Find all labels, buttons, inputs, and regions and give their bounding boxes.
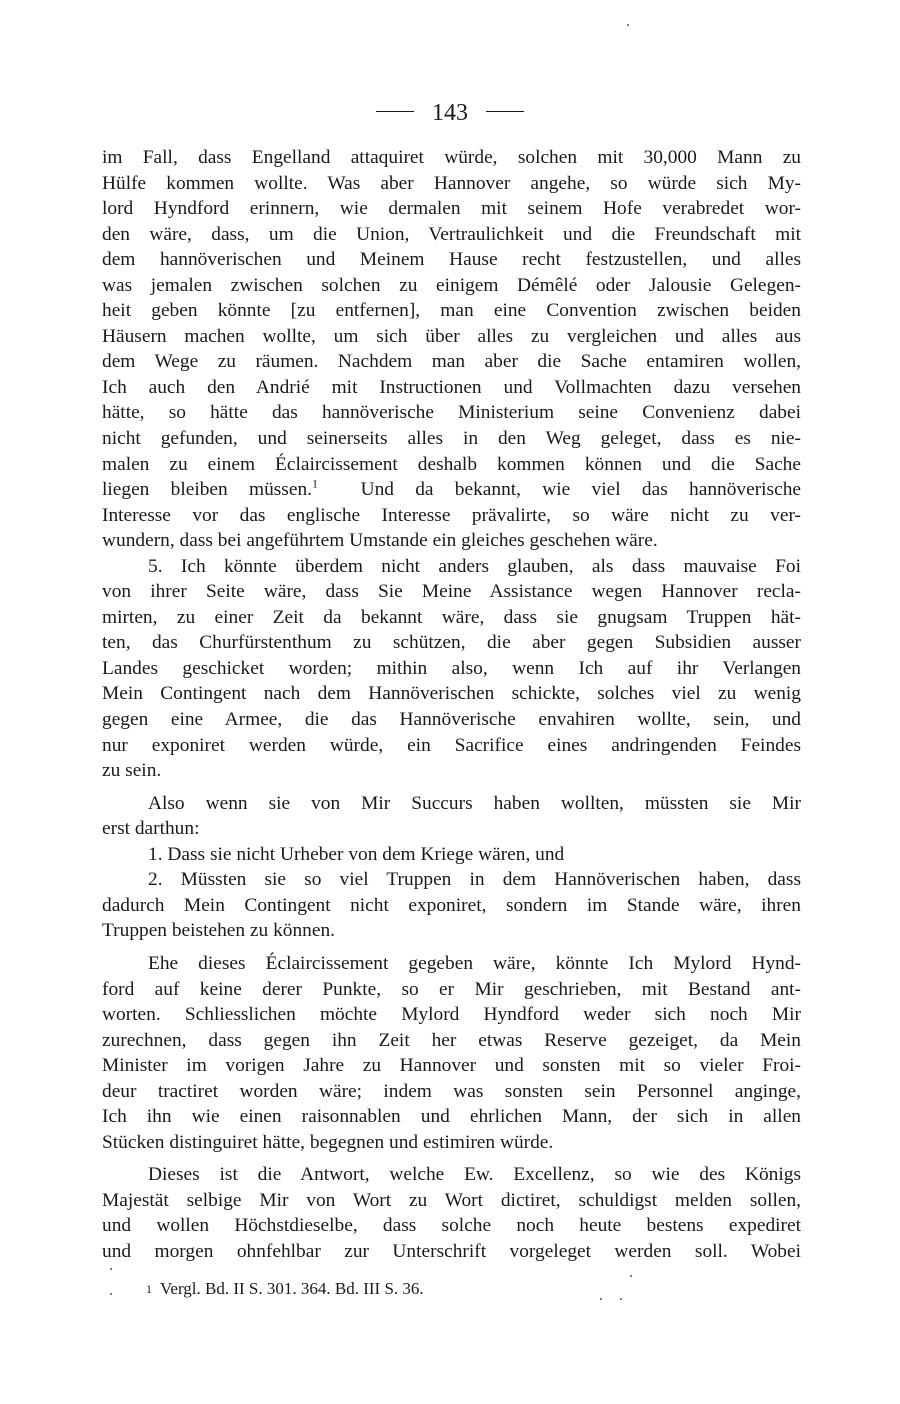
footnote bbox=[146, 1278, 424, 1301]
text-line: Ich auch den Andrié mit Instructionen und Vollmachten dazu versehen bbox=[102, 376, 801, 398]
scan-speck bbox=[630, 1275, 632, 1277]
text-line: Majestät selbige Mir von Wort zu Wort dictiret, schuldigst melden sollen, bbox=[102, 1189, 801, 1211]
page-header bbox=[0, 98, 900, 128]
text-line: nur exponiret werden würde, ein Sacrifice eines andringenden Feindes bbox=[102, 734, 801, 756]
text-line: mirten, zu einer Zeit da bekannt wäre, dass sie gnugsam Truppen hät- bbox=[102, 606, 801, 628]
text-line: Also wenn sie von Mir Succurs haben wollten, müssten sie Mir bbox=[148, 792, 801, 814]
text-line: dem Wege zu räumen. Nachdem man aber die Sache entamiren wollen, bbox=[102, 351, 801, 373]
text-segment: liegen bleiben müssen. bbox=[102, 479, 313, 501]
text-line: hätte, so hätte das hannöverische Ministerium seine Convenienz dabei bbox=[102, 402, 801, 424]
text-line: lord Hyndford erinnern, wie dermalen mit seinem Hofe verabredet wor- bbox=[102, 198, 801, 220]
text-line: nicht gefunden, und seinerseits alles in den Weg geleget, dass es nie- bbox=[102, 428, 801, 450]
text-line: Truppen beistehen zu können. bbox=[102, 920, 336, 942]
footnote-ref[interactable]: 1 bbox=[312, 476, 319, 491]
text-line: 1. Dass sie nicht Urheber von dem Kriege wären, und bbox=[148, 843, 565, 865]
footnote-mark: 1 bbox=[146, 1282, 152, 1296]
text-line: deur tractiret worden wäre; indem was sonsten sein Personnel anginge, bbox=[102, 1080, 801, 1102]
text-line: und wollen Höchstdieselbe, dass solche noch heute bestens expediret bbox=[102, 1215, 801, 1237]
text-line: ford auf keine derer Punkte, so er Mir geschrieben, mit Bestand ant- bbox=[102, 978, 801, 1000]
text-segment: Und da bekannt, wie viel das hannöverische bbox=[360, 479, 802, 501]
page-number: 143 bbox=[432, 100, 468, 126]
scan-speck bbox=[110, 1293, 112, 1295]
header-rule-right bbox=[486, 111, 524, 112]
text-line: Häusern machen wollte, um sich über alles zu vergleichen und alles aus bbox=[102, 325, 801, 347]
text-line: Landes geschicket worden; mithin also, wenn Ich auf ihr Verlangen bbox=[102, 657, 801, 679]
footnote-text: Vergl. Bd. II S. 301. 364. Bd. III S. 36. bbox=[160, 1279, 424, 1298]
text-line: Interesse vor das englische Interesse prävalirte, so wäre nicht zu ver- bbox=[102, 504, 801, 526]
scan-speck bbox=[110, 1268, 112, 1270]
scan-speck bbox=[627, 24, 629, 26]
text-line: Ehe dieses Éclaircissement gegeben wäre, könnte Ich Mylord Hynd- bbox=[148, 952, 801, 974]
text-line: malen zu einem Éclaircissement deshalb kommen können und die Sache bbox=[102, 453, 801, 475]
text-line: 5. Ich könnte überdem nicht anders glauben, als dass mauvaise Foi bbox=[148, 555, 801, 577]
text-line-with-footnote bbox=[102, 477, 801, 503]
text-line: Minister im vorigen Jahre zu Hannover und sonsten mit so vieler Froi- bbox=[102, 1055, 801, 1077]
text-line: was jemalen zwischen solchen zu einigem Démêlé oder Jalousie Gelegen- bbox=[102, 274, 801, 296]
text-line: im Fall, dass Engelland attaquiret würde, solchen mit 30,000 Mann zu bbox=[102, 147, 801, 168]
text-line: Dieses ist die Antwort, welche Ew. Excellenz, so wie des Königs bbox=[148, 1164, 801, 1186]
header-rule-left bbox=[376, 111, 414, 112]
text-line: und morgen ohnfehlbar zur Unterschrift vorgeleget werden soll. Wobei bbox=[102, 1240, 801, 1262]
text-line: Mein Contingent nach dem Hannöverischen schickte, solches viel zu wenig bbox=[102, 683, 801, 705]
text-line: zu sein. bbox=[102, 760, 162, 782]
text-line: Hülfe kommen wollte. Was aber Hannover angehe, so würde sich My- bbox=[102, 172, 801, 194]
text-line: worten. Schliesslichen möchte Mylord Hyndford weder sich noch Mir bbox=[102, 1004, 801, 1026]
text-line: dadurch Mein Contingent nicht exponiret, sondern im Stande wäre, ihren bbox=[102, 894, 801, 916]
text-line: erst darthun: bbox=[102, 818, 200, 840]
text-line: Stücken distinguiret hätte, begegnen und estimiren würde. bbox=[102, 1131, 554, 1153]
text-line: zurechnen, dass gegen ihn Zeit her etwas Reserve gezeiget, da Mein bbox=[102, 1029, 801, 1051]
text-line: gegen eine Armee, die das Hannöverische envahiren wollte, sein, und bbox=[102, 709, 801, 731]
scan-speck bbox=[600, 1298, 602, 1300]
text-line: Ich ihn wie einen raisonnablen und ehrlichen Mann, der sich in allen bbox=[102, 1106, 801, 1128]
text-line: dem hannöverischen und Meinem Hause recht festzustellen, und alles bbox=[102, 249, 801, 271]
text-line: ten, das Churfürstenthum zu schützen, die aber gegen Subsidien ausser bbox=[102, 632, 801, 654]
scan-speck bbox=[620, 1298, 622, 1300]
text-line: heit geben könnte [zu entfernen], man eine Convention zwischen beiden bbox=[102, 300, 801, 322]
text-line: wundern, dass bei angeführtem Umstande ein gleiches geschehen wäre. bbox=[102, 530, 658, 552]
text-line: den wäre, dass, um die Union, Vertraulichkeit und die Freundschaft mit bbox=[102, 223, 801, 245]
main-text bbox=[102, 145, 801, 1265]
text-line: 2. Müssten sie so viel Truppen in dem Hannöverischen haben, dass bbox=[148, 869, 801, 891]
text-line: von ihrer Seite wäre, dass Sie Meine Assistance wegen Hannover recla- bbox=[102, 581, 801, 603]
